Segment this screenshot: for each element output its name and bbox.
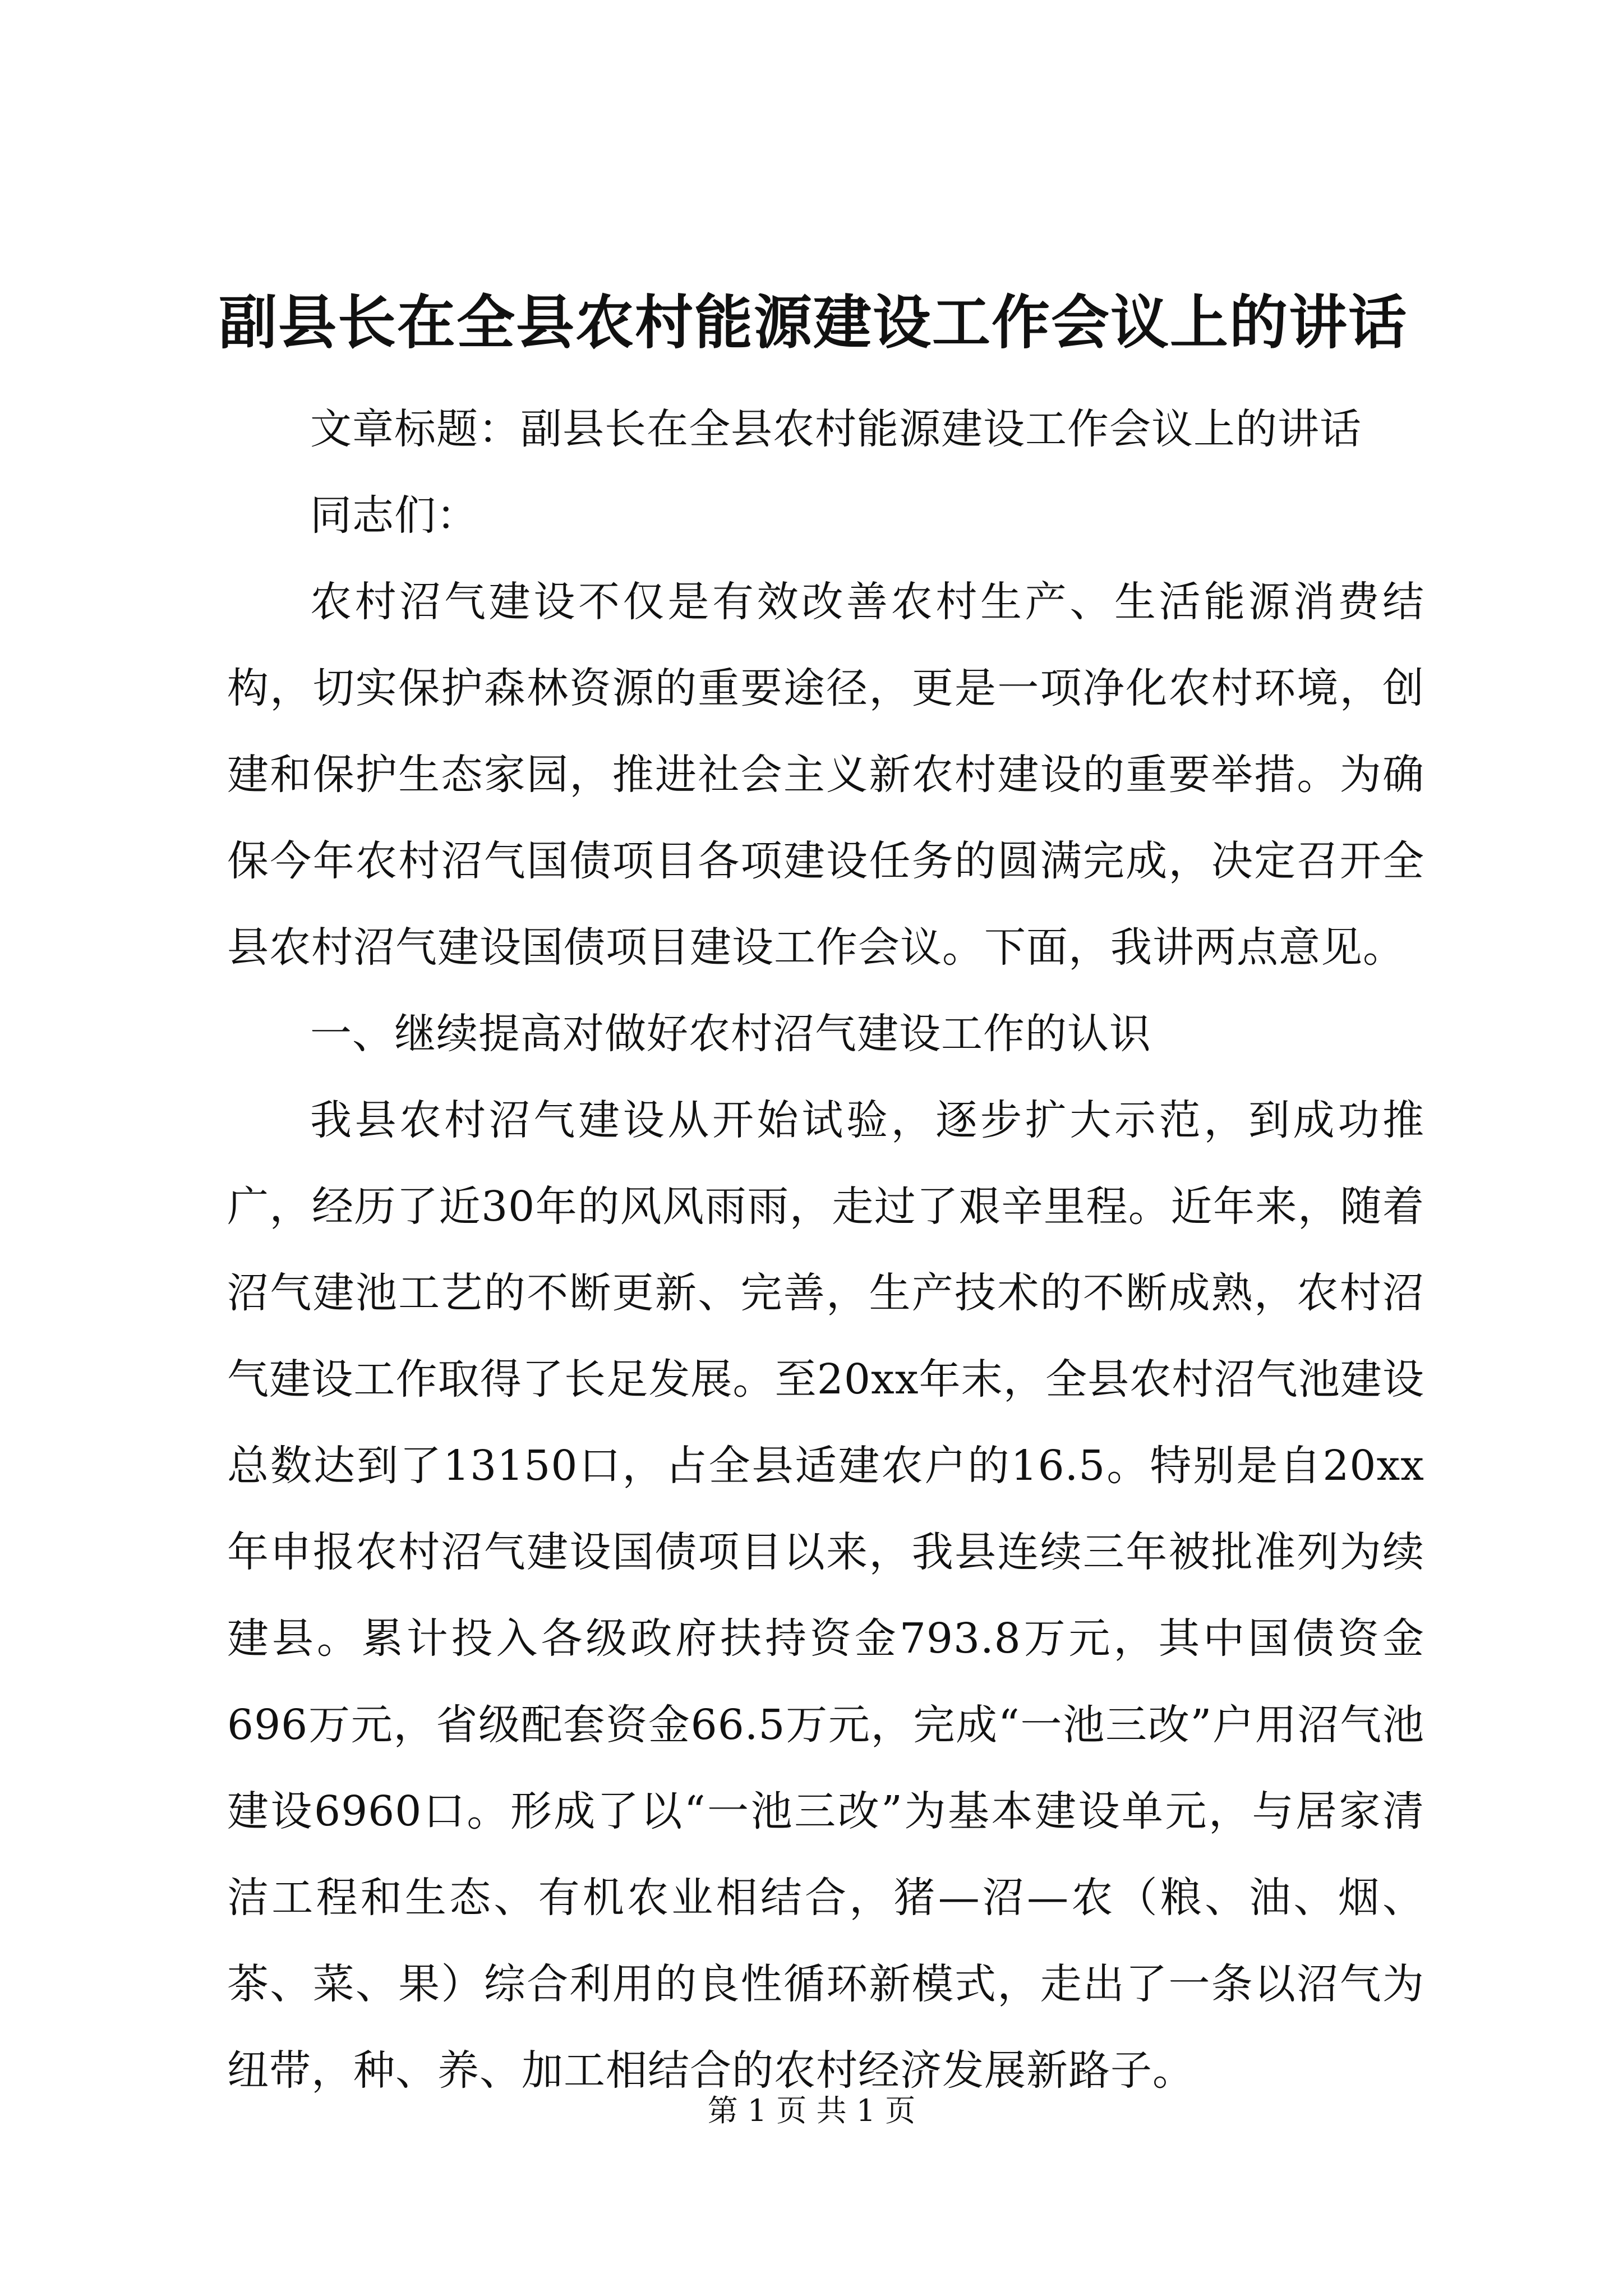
page-footer: 第 1 页 共 1 页 xyxy=(707,2093,916,2128)
intro-paragraph: 农村沼气建设不仅是有效改善农村生产、生活能源消费结构，切实保护森林资源的重要途径，更是一项净化农村环境，创建和保护生态家园，推进社会主义新农村建设的重要举措。为确保今年农村沼气国债项目各项建设任务的圆满完成，决定召开全县农村沼气建设国债项目建设工作会议。下面，我讲两点意见。 xyxy=(227,578,1424,972)
body-paragraph: 我县农村沼气建设从开始试验，逐步扩大示范，到成功推广，经历了近30年的风风雨雨，走过了艰辛里程。近年来，随着沼气建池工艺的不断更新、完善，生产技术的不断成熟，农村沼气建设工作取得了长足发展。至20xx年末，全县农村沼气池建设总数达到了13150口，占全县适建农户的16.5。特别是自20xx年申报农村沼气建设国债项目以来，我县连续三年被批准列为续建县。累计投入各级政府扶持资金793.8万元，其中国债资金696万元，省级配套资金66.5万元，完成“一池三改”户用沼气池建设6960口。形成了以“一池三改”为基本建设单元，与居家清洁工程和生态、有机农业相结合，猪—沼—农（粮、油、烟、茶、菜、果）综合利用的良性循环新模式，走出了一条以沼气为纽带，种、养、加工相结合的农村经济发展新路子。 xyxy=(227,1096,1424,2095)
article-title-line: 文章标题：副县长在全县农村能源建设工作会议上的讲话 xyxy=(310,405,1362,453)
section-heading-1: 一、继续提高对做好农村沼气建设工作的认识 xyxy=(310,1010,1151,1058)
document-body xyxy=(227,386,1424,2114)
document-title: 副县长在全县农村能源建设工作会议上的讲话 xyxy=(218,288,1408,357)
salutation: 同志们： xyxy=(310,491,478,540)
